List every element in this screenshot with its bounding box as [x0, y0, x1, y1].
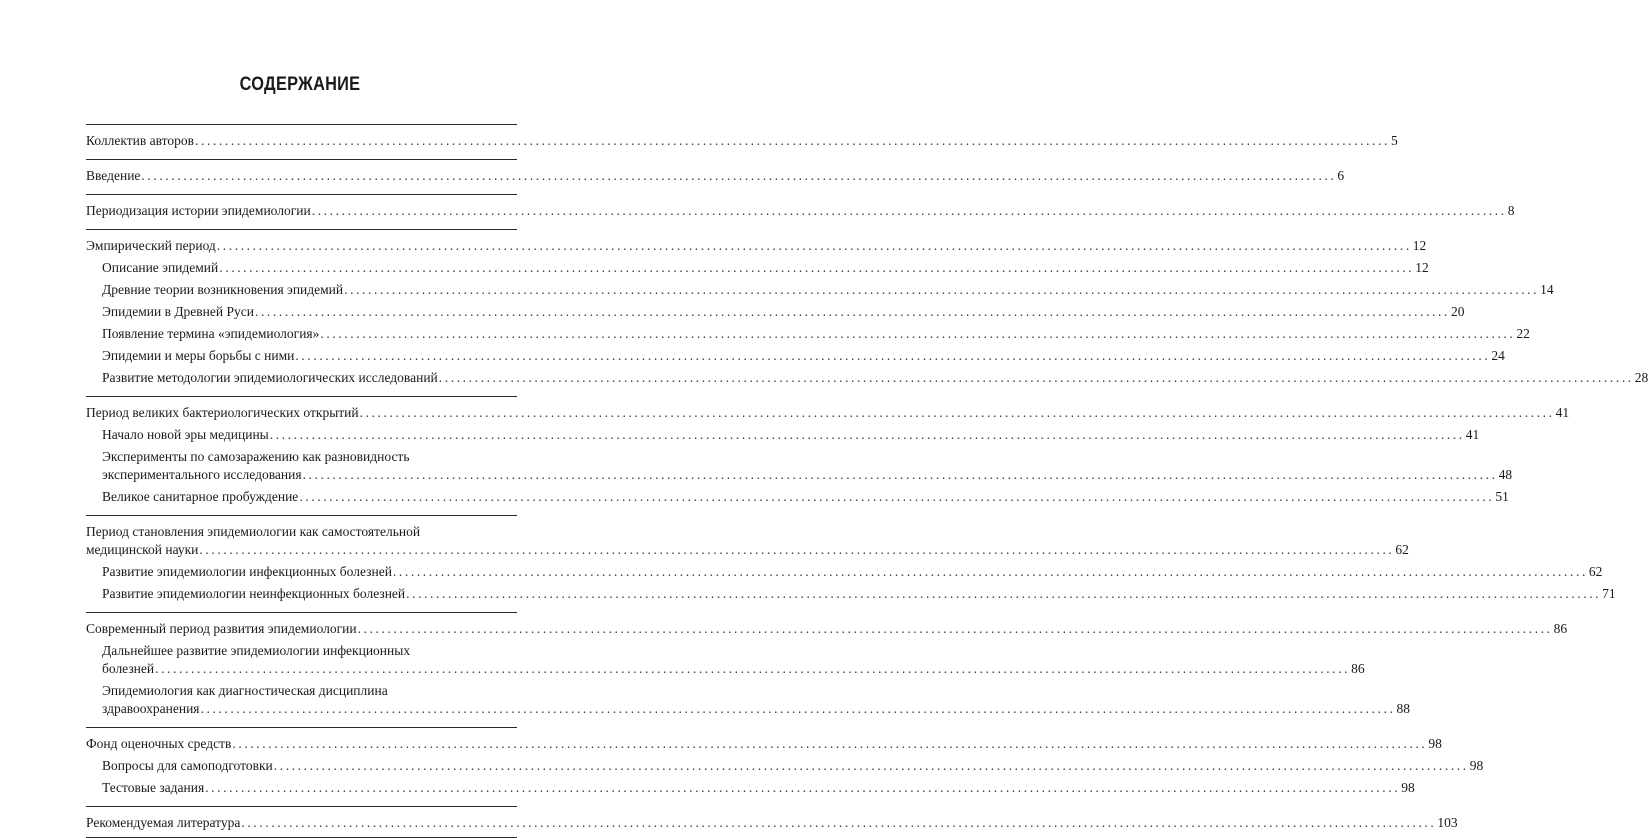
entry-title: Введение — [86, 168, 141, 183]
toc-entry[interactable] — [86, 814, 1458, 832]
dot-leader: ........................................................................................................................................................................................................ — [302, 467, 1498, 482]
toc-subentry[interactable] — [102, 563, 1603, 581]
toc-entry[interactable] — [86, 202, 1515, 220]
dot-leader: ........................................................................................................................................................................................................ — [438, 370, 1634, 385]
entry-title-line: медицинской науки — [86, 542, 199, 557]
toc-subentry[interactable] — [102, 448, 1513, 484]
page-number: 41 — [1465, 427, 1480, 442]
page-number: 22 — [1516, 326, 1530, 341]
entry-title: Эпидемии и меры борьбы с ними — [102, 348, 295, 363]
dot-leader: ........................................................................................................................................................................................................ — [216, 238, 1412, 253]
section-divider — [86, 229, 517, 230]
toc-entry[interactable] — [86, 523, 1409, 559]
toc-entry[interactable] — [86, 167, 1345, 185]
dot-leader: ........................................................................................................................................................................................................ — [200, 701, 1396, 716]
toc-entry[interactable] — [86, 404, 1570, 422]
page-number: 28 — [1634, 370, 1648, 385]
entry-title-line: здравоохранения — [102, 701, 200, 716]
entry-title: Развитие эпидемиологии инфекционных болезней — [102, 564, 392, 579]
dot-leader: ........................................................................................................................................................................................................ — [295, 348, 1491, 363]
entry-title: Развитие методологии эпидемиологических исследований — [102, 370, 438, 385]
dot-leader: ........................................................................................................................................................................................................ — [199, 542, 1395, 557]
toc-subentry[interactable] — [102, 642, 1365, 678]
entry-title: Древние теории возникновения эпидемий — [102, 282, 344, 297]
dot-leader: ........................................................................................................................................................................................................ — [359, 405, 1555, 420]
entry-title-line: болезней — [102, 661, 155, 676]
page-number: 62 — [1395, 542, 1409, 557]
entry-title: Эмпирический период — [86, 238, 216, 253]
page-number: 71 — [1602, 586, 1616, 601]
entry-title: Описание эпидемий — [102, 260, 219, 275]
page-number: 8 — [1507, 203, 1515, 218]
toc-subentry[interactable] — [102, 585, 1616, 603]
page-number: 48 — [1498, 467, 1513, 482]
entry-title-line: Эксперименты по самозаражению как разновидность — [102, 449, 410, 464]
dot-leader: ........................................................................................................................................................................................................ — [311, 203, 1507, 218]
dot-leader: ........................................................................................................................................................................................................ — [269, 427, 1465, 442]
dot-leader: ........................................................................................................................................................................................................ — [232, 736, 1428, 751]
dot-leader: ........................................................................................................................................................................................................ — [141, 168, 1337, 183]
entry-title: Начало новой эры медицины — [102, 427, 269, 442]
page-title: СОДЕРЖАНИЕ — [239, 74, 361, 95]
page-number: 12 — [1412, 238, 1427, 253]
page-number: 6 — [1337, 168, 1345, 183]
entry-title: Современный период развития эпидемиологии — [86, 621, 357, 636]
dot-leader: ........................................................................................................................................................................................................ — [320, 326, 1516, 341]
section-divider — [86, 727, 517, 728]
page-number: 12 — [1415, 260, 1429, 275]
toc-subentry[interactable] — [102, 325, 1530, 343]
dot-leader: ........................................................................................................................................................................................................ — [219, 260, 1415, 275]
page-number: 86 — [1553, 621, 1568, 636]
entry-title-line: Дальнейшее развитие эпидемиологии инфекционных — [102, 643, 411, 658]
toc-subentry[interactable] — [102, 369, 1648, 387]
dot-leader: ........................................................................................................................................................................................................ — [155, 661, 1351, 676]
toc-entry[interactable] — [86, 620, 1568, 638]
entry-title: Фонд оценочных средств — [86, 736, 232, 751]
entry-title: Развитие эпидемиологии неинфекционных болезней — [102, 586, 406, 601]
page-number: 103 — [1437, 815, 1458, 830]
entry-title: Рекомендуемая литература — [86, 815, 241, 830]
page-number: 62 — [1588, 564, 1603, 579]
page-number: 88 — [1396, 701, 1411, 716]
dot-leader: ........................................................................................................................................................................................................ — [254, 304, 1450, 319]
page-number: 98 — [1428, 736, 1442, 751]
entry-title: Эпидемии в Древней Руси — [102, 304, 254, 319]
toc-subentry[interactable] — [102, 757, 1484, 775]
entry-title-line: экспериментального исследования — [102, 467, 302, 482]
toc-entry[interactable] — [86, 735, 1442, 753]
toc-subentry[interactable] — [102, 426, 1480, 444]
entry-title-line: Эпидемиология как диагностическая дисциплина — [102, 683, 388, 698]
dot-leader: ........................................................................................................................................................................................................ — [392, 564, 1588, 579]
entry-title: Период великих бактериологических открытий — [86, 405, 359, 420]
page-number: 86 — [1351, 661, 1365, 676]
page-number: 24 — [1491, 348, 1505, 363]
page-number: 41 — [1555, 405, 1570, 420]
page-number: 5 — [1391, 133, 1398, 148]
dot-leader: ........................................................................................................................................................................................................ — [299, 489, 1495, 504]
section-divider — [86, 396, 517, 397]
toc-subentry[interactable] — [102, 347, 1505, 365]
entry-title: Вопросы для самоподготовки — [102, 758, 273, 773]
dot-leader: ........................................................................................................................................................................................................ — [195, 133, 1390, 148]
entry-title: Коллектив авторов — [86, 133, 194, 148]
page-number: 51 — [1495, 489, 1509, 504]
section-divider — [86, 159, 517, 160]
toc-subentry[interactable] — [102, 303, 1465, 321]
entry-title: Великое санитарное пробуждение — [102, 489, 299, 504]
section-divider — [86, 806, 517, 807]
section-divider — [86, 194, 517, 195]
toc-subentry[interactable] — [102, 682, 1411, 718]
entry-title: Тестовые задания — [102, 780, 205, 795]
entry-title: Появление термина «эпидемиология» — [102, 326, 320, 341]
entry-title: Периодизация истории эпидемиологии — [86, 203, 311, 218]
section-divider — [86, 515, 517, 516]
dot-leader: ........................................................................................................................................................................................................ — [344, 282, 1540, 297]
dot-leader: ........................................................................................................................................................................................................ — [406, 586, 1602, 601]
dot-leader: ........................................................................................................................................................................................................ — [205, 780, 1401, 795]
section-divider — [86, 124, 517, 125]
table-of-contents — [86, 124, 1648, 838]
dot-leader: ........................................................................................................................................................................................................ — [241, 815, 1437, 830]
page-number: 20 — [1450, 304, 1465, 319]
toc-entry[interactable] — [86, 132, 1398, 150]
dot-leader: ........................................................................................................................................................................................................ — [273, 758, 1469, 773]
page-number: 14 — [1540, 282, 1554, 297]
toc-subentry[interactable] — [102, 779, 1415, 797]
page-number: 98 — [1469, 758, 1484, 773]
page-number: 98 — [1401, 780, 1415, 795]
toc-subentry[interactable] — [102, 281, 1554, 299]
toc-entry[interactable] — [86, 237, 1427, 255]
dot-leader: ........................................................................................................................................................................................................ — [357, 621, 1553, 636]
entry-title-line: Период становления эпидемиологии как самостоятельной — [86, 524, 421, 539]
toc-subentry[interactable] — [102, 488, 1509, 506]
toc-subentry[interactable] — [102, 259, 1429, 277]
section-divider — [86, 612, 517, 613]
